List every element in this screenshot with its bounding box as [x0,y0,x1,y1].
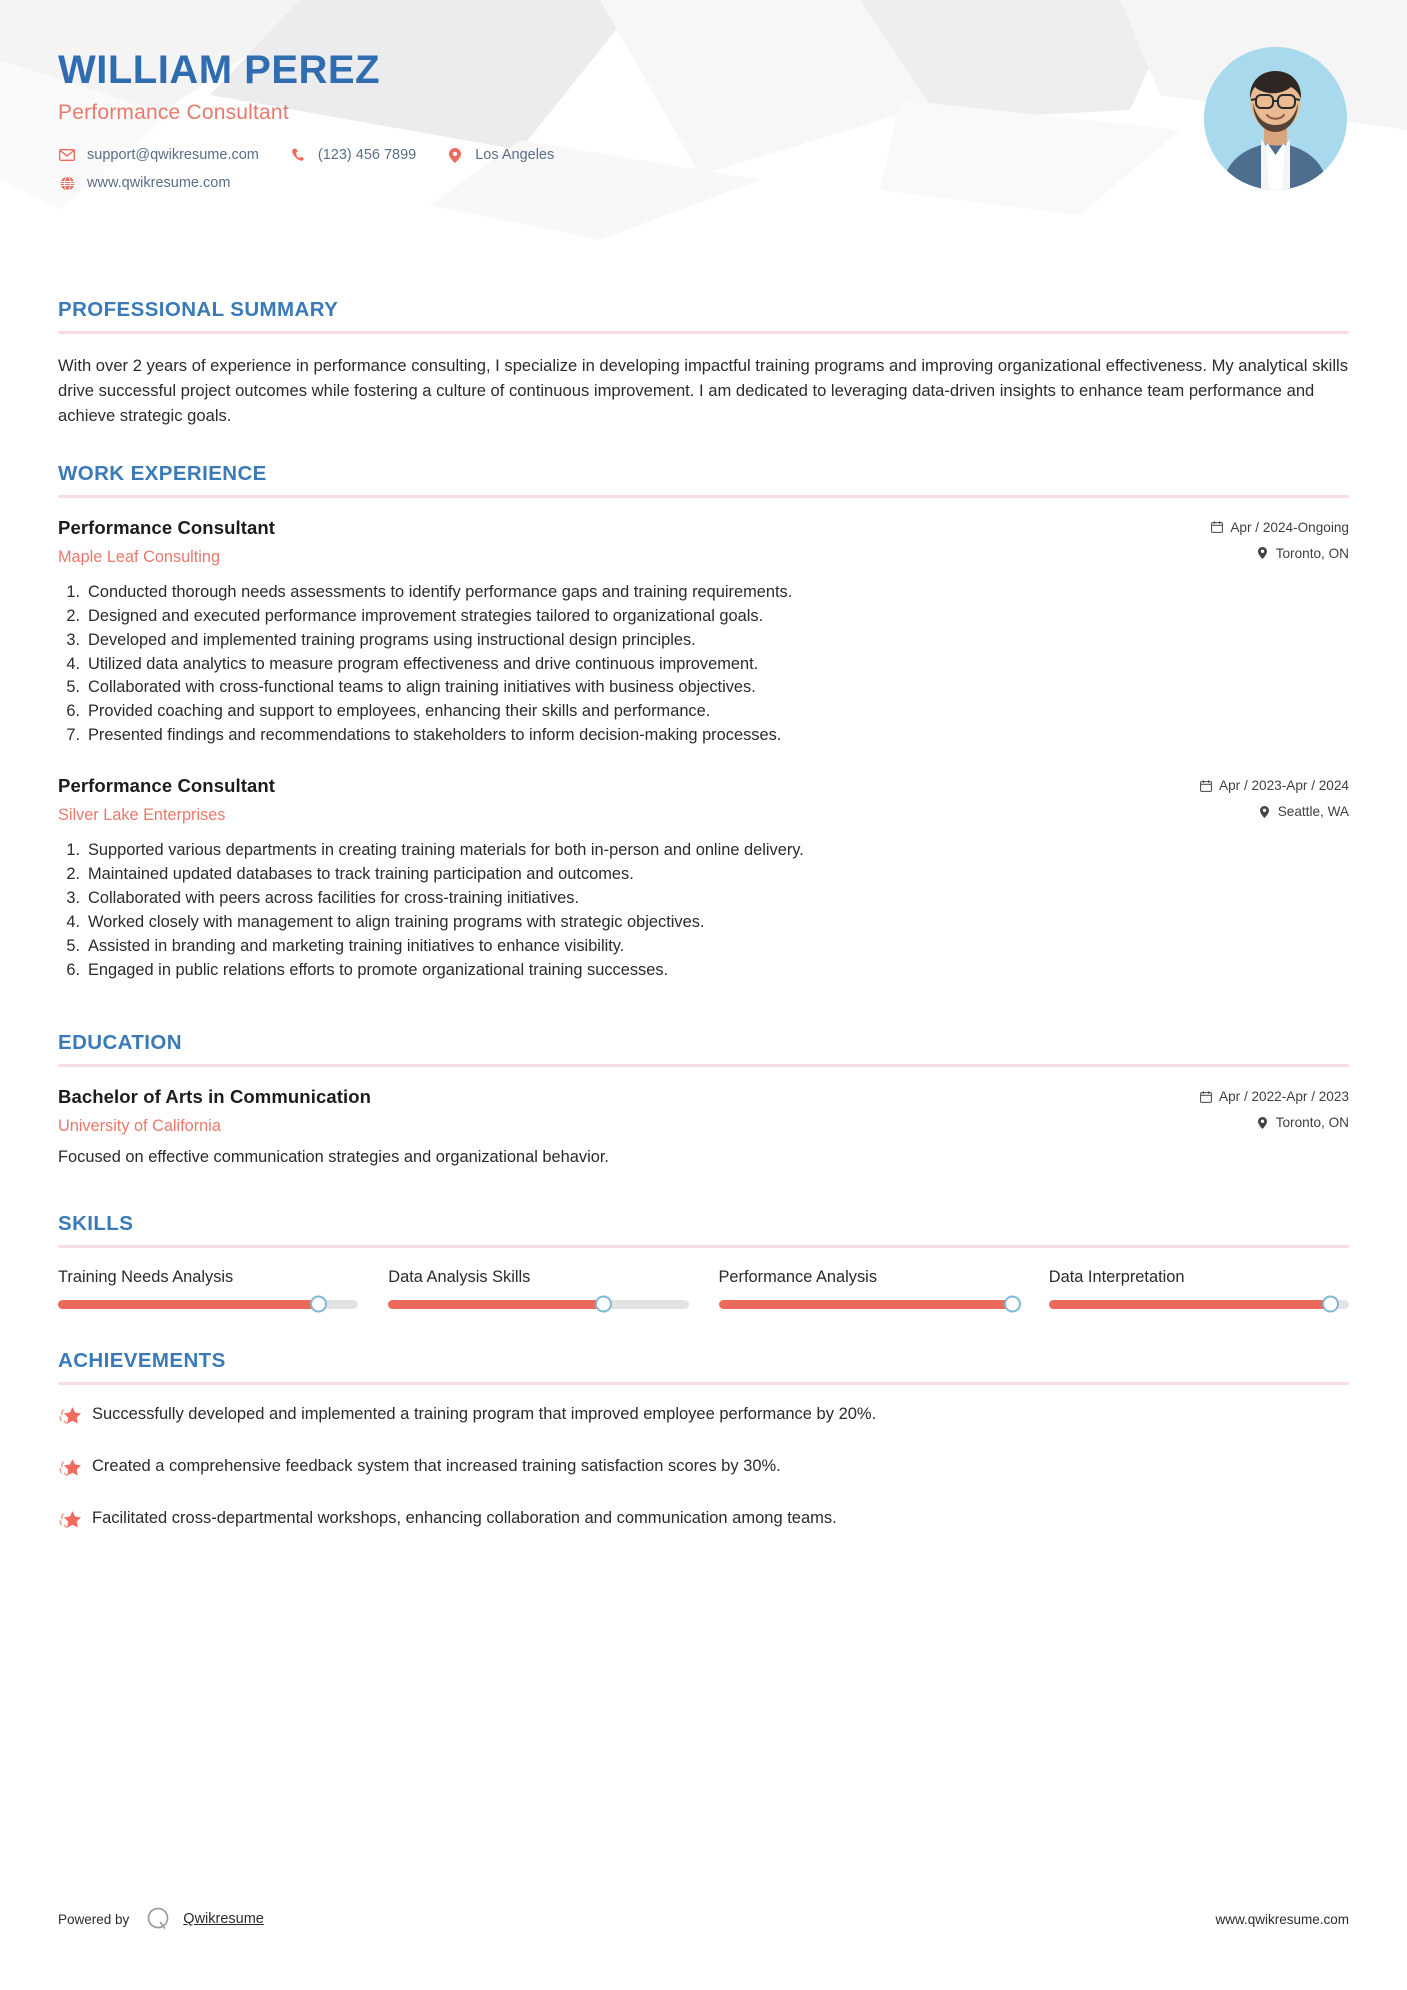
powered-by-label: Powered by [58,1911,130,1927]
bullet-text: Engaged in public relations efforts to promote organizational training successes. [88,961,669,980]
skill-label: Data Analysis Skills [388,1267,531,1286]
skills-grid [58,1268,1349,1309]
experience-bullets [58,581,1349,749]
section-divider [58,1382,1349,1385]
bullet-item [58,863,1349,887]
bullet-number: 5. [66,937,80,956]
bullet-item [58,839,1349,863]
bullet-text: Presented findings and recommendations to stakeholders to inform decision-making processes. [88,726,782,745]
section-title-skills: SKILLS [58,1211,134,1235]
bullet-item [58,959,1349,983]
globe-icon [58,175,76,191]
experience-item [58,517,1349,749]
skill-item [388,1268,688,1309]
bullet-item [58,653,1349,677]
skill-progress-fill [58,1300,319,1309]
bullet-number: 2. [66,865,80,884]
bullet-number: 4. [66,654,80,673]
section-title-summary: PROFESSIONAL SUMMARY [58,298,339,321]
bullet-item [58,887,1349,911]
bullet-text: Collaborated with cross-functional teams to align training initiatives with business objectives. [88,678,756,697]
bullet-text: Conducted thorough needs assessments to identify performance gaps and training requirements. [88,582,793,601]
section-divider [58,1064,1349,1067]
star-icon [58,1455,92,1486]
bullet-text: Worked closely with management to align training programs with strategic objectives. [88,913,705,932]
bullet-number: 1. [66,582,80,601]
contact-website-text: www.qwikresume.com [87,175,231,191]
bullet-item [58,605,1349,629]
resume-header [0,0,1407,265]
education-school: University of California [58,1117,221,1136]
skill-label: Training Needs Analysis [58,1267,234,1286]
skill-progress-track[interactable] [388,1300,688,1309]
experience-date-text: Apr / 2024-Ongoing [1230,519,1349,535]
achievement-text: Facilitated cross-departmental workshops, enhancing collaboration and communication among teams. [92,1508,837,1527]
experience-location-text: Toronto, ON [1275,545,1349,561]
skill-progress-track[interactable] [58,1300,358,1309]
achievement-item [58,1403,1349,1434]
experience-organization: Silver Lake Enterprises [58,806,226,825]
experience-role: Performance Consultant [58,516,276,538]
achievement-text: Successfully developed and implemented a training program that improved employee performance by 20%. [92,1404,877,1423]
bullet-number: 4. [66,913,80,932]
achievement-item [58,1507,1349,1538]
skill-progress-knob[interactable] [595,1296,612,1313]
experience-location-text: Seattle, WA [1277,804,1349,820]
skill-item [58,1268,358,1309]
experience-organization: Maple Leaf Consulting [58,547,221,566]
section-skills [58,1212,1349,1309]
contact-phone[interactable] [289,147,416,163]
resume-content [0,298,1407,1538]
contact-website[interactable] [58,175,230,191]
map-pin-icon [1256,547,1269,560]
calendar-icon [1199,1090,1212,1103]
achievement-item [58,1455,1349,1486]
qwikresume-brand-link[interactable]: Qwikresume [183,1911,264,1927]
education-item [58,1086,1349,1170]
section-divider [58,495,1349,498]
experience-date-text: Apr / 2023-Apr / 2024 [1219,778,1349,794]
footer-website[interactable]: www.qwikresume.com [1215,1911,1349,1927]
map-pin-icon [1256,1116,1269,1129]
experience-location [1199,804,1349,819]
bullet-number: 3. [66,630,80,649]
contact-location [446,147,554,163]
achievement-text: Created a comprehensive feedback system that increased training satisfaction scores by 30%. [92,1456,781,1475]
skill-item [1049,1268,1349,1309]
bullet-item [58,911,1349,935]
bullet-text: Maintained updated databases to track training participation and outcomes. [88,865,634,884]
bullet-number: 5. [66,678,80,697]
section-divider [58,1245,1349,1248]
contact-email[interactable] [58,147,259,163]
skill-label: Data Interpretation [1048,1267,1185,1286]
education-description: Focused on effective communication strategies and organizational behavior. [58,1148,609,1167]
contact-phone-text: (123) 456 7899 [317,147,417,163]
candidate-job-title: Performance Consultant [58,101,289,124]
bullet-item [58,935,1349,959]
skill-progress-fill [1049,1300,1331,1309]
candidate-name: WILLIAM PEREZ [58,48,381,92]
education-date [1199,1089,1349,1104]
calendar-icon [1210,521,1223,534]
skill-progress-knob[interactable] [1004,1296,1021,1313]
skill-progress-fill [719,1300,1013,1309]
star-icon [58,1507,92,1538]
bullet-number: 1. [66,841,80,860]
achievements-list [58,1403,1349,1538]
experience-date [1210,520,1349,535]
contact-email-text: support@qwikresume.com [87,147,259,163]
section-divider [58,331,1349,334]
section-education [58,1031,1349,1170]
contact-row-primary [58,147,1349,163]
bullet-number: 3. [66,889,80,908]
bullet-text: Assisted in branding and marketing training initiatives to enhance visibility. [88,937,625,956]
education-location [1199,1115,1349,1130]
bullet-number: 6. [66,961,80,980]
education-location-text: Toronto, ON [1275,1115,1349,1131]
education-degree: Bachelor of Arts in Communication [58,1086,372,1108]
section-title-achievements: ACHIEVEMENTS [58,1348,226,1372]
resume-footer [58,1906,1349,1932]
contact-location-text: Los Angeles [475,147,555,163]
experience-location [1210,546,1349,561]
bullet-item [58,581,1349,605]
bullet-text: Utilized data analytics to measure program effectiveness and drive continuous improvement. [88,654,759,673]
bullet-number: 6. [66,702,80,721]
section-title-experience: WORK EXPERIENCE [58,461,267,485]
summary-text: With over 2 years of experience in performance consulting, I specialize in developing impactful training programs and improving organizational effectiveness. My analytical skills drive successful project outcomes while fostering a culture of continuous improvement. I am dedicated to leveraging data-driven insights to enhance team performance and achieve strategic goals. [58,356,1349,426]
envelope-icon [58,147,76,163]
skill-progress-knob[interactable] [310,1296,327,1313]
bullet-text: Collaborated with peers across facilities for cross-training initiatives. [88,889,580,908]
skill-progress-knob[interactable] [1322,1296,1339,1313]
bullet-item [58,724,1349,748]
avatar [1204,47,1347,190]
skill-progress-track[interactable] [719,1300,1019,1309]
avatar-photo [1204,47,1347,190]
map-pin-icon [446,147,464,163]
experience-item [58,775,1349,983]
bullet-number: 2. [66,606,80,625]
bullet-text: Developed and implemented training programs using instructional design principles. [88,630,696,649]
bullet-item [58,676,1349,700]
qwikresume-logo-icon [145,1906,171,1932]
experience-role: Performance Consultant [58,775,276,797]
section-achievements [58,1349,1349,1538]
experience-date [1199,778,1349,793]
experience-bullets [58,839,1349,983]
education-date-text: Apr / 2022-Apr / 2023 [1219,1089,1349,1105]
bullet-text: Supported various departments in creating training materials for both in-person and online delivery. [88,841,804,860]
phone-icon [289,147,307,163]
bullet-number: 7. [66,726,80,745]
bullet-item [58,700,1349,724]
section-professional-summary [58,298,1349,429]
skill-progress-fill [388,1300,604,1309]
bullet-item [58,629,1349,653]
section-work-experience [58,462,1349,983]
calendar-icon [1199,779,1212,792]
footer-branding [58,1906,264,1932]
star-icon [58,1403,92,1434]
map-pin-icon [1258,805,1271,818]
section-title-education: EDUCATION [58,1031,182,1055]
contact-row-secondary [58,175,1349,191]
bullet-text: Provided coaching and support to employees, enhancing their skills and performance. [88,702,711,721]
bullet-text: Designed and executed performance improvement strategies tailored to organizational goals. [88,606,764,625]
skill-item [719,1268,1019,1309]
skill-label: Performance Analysis [718,1267,878,1286]
skill-progress-track[interactable] [1049,1300,1349,1309]
